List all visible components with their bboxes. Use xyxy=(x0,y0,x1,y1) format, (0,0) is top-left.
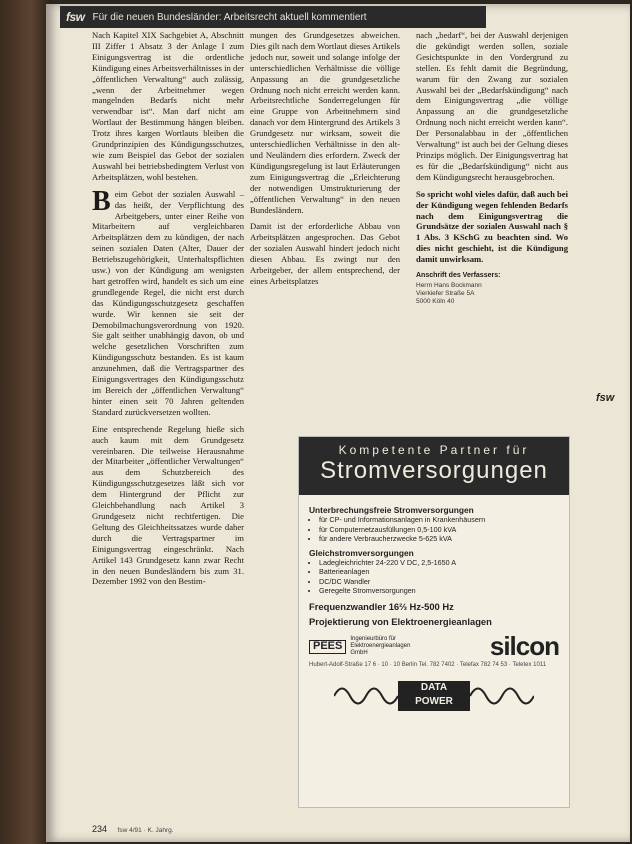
col1-paragraph-3: Eine entsprechende Regelung hieße sich auch kaum mit dem Grundgesetz vereinbaren. Die teilweise Herausnahme der Mitarbeiter „öffentlicher Verwaltungen“ aus dem Schutzbereich des Kündigungsschutzgesetzes läßt sich vor dem Hintergrund der Pflicht zur Gleichbehandlung nach Artikel 3 Grundgesetz nicht rechtfertigen. Die Geltung des Gleichheitssatzes wurde daher durch die Vertragspartner im Einigungsvertrag eingeschränkt. Nach Artikel 143 Grundgesetz kann zwar Recht in den neuen Bundesländern bis zum 31. Dezember 1992 von den Bestim- xyxy=(92,423,244,587)
author-address-line: Herrn Hans Bockmann xyxy=(416,281,482,289)
pees-subtitle-line: Ingenieurbüro für xyxy=(350,636,397,643)
author-address-line: Vierkiefer Straße 5A xyxy=(416,289,475,297)
page-footer xyxy=(92,824,174,834)
ad-banner-line-2: Stromversorgungen xyxy=(320,457,548,484)
ad-list-item: • für andere Verbraucherzwecke 5-625 kVA xyxy=(319,534,559,543)
header-title: Für die neuen Bundesländer: Arbeitsrecht aktuell kommentiert xyxy=(92,11,367,23)
ad-project: Projektierung von Elektroenergieanlagen xyxy=(309,616,492,628)
datapower-logo xyxy=(334,679,534,713)
page-header xyxy=(60,6,486,28)
datapower-line: POWER xyxy=(415,695,453,707)
pees-subtitle-line: GmbH xyxy=(350,650,368,657)
column-3 xyxy=(416,30,568,306)
column-1 xyxy=(92,30,244,593)
fsw-logo: fsw xyxy=(66,10,85,24)
ad-address: Hubert-Adolf-Straße 17 6 · 10 · 10 Berlin Tel. 782 7402 · Telefax 782 74 53 · Teletex 1011 xyxy=(309,662,547,669)
ad-list-dc xyxy=(309,558,559,596)
col3-paragraph-1: nach „bedarf“, bei der Auswahl derjenigen die gekündigt werden sollen, soziale Gesichtspunkte in den Vordergrund zu stellen. Es fehlt damit die Begründung, warum für den Zwang zur sozialen Auswahl bei der „Bedarfskündigung“ nach dem Einigungsvertrag „die völlige Anpassung an die grundgesetzliche Ordnung noch nicht erreicht werden kann“. Der Personalabbau in der „öffentlichen Verwaltung“ ist auch bei der Geltung dieses Prinzips möglich. Der Einigungsvertrag hat es für die „Bedarfskündigung“ nicht aus dem Kündigungsrecht herausgebrochen. xyxy=(416,30,568,182)
column-2 xyxy=(250,30,400,293)
ad-list-item: • Ladegleichrichter 24-220 V DC, 2,5-1650 A xyxy=(319,558,559,567)
pees-block xyxy=(309,636,410,657)
ad-heading-dc: Gleichstromversorgungen xyxy=(309,547,414,558)
page-number: 234 xyxy=(92,824,108,834)
author-address xyxy=(416,282,568,306)
pees-subtitle xyxy=(350,636,410,657)
ad-list-item: • DC/DC Wandler xyxy=(319,577,559,586)
datapower-line: DATA xyxy=(420,681,448,693)
ad-list-item: • Batterieanlagen xyxy=(319,567,559,576)
author-title: Anschrift des Verfassers: xyxy=(416,272,501,280)
book-spine xyxy=(0,0,52,844)
drop-cap: B xyxy=(92,185,111,217)
ad-banner xyxy=(299,437,569,495)
ad-list-item: • für Computernetzausfüllungen 0,5-100 kVA xyxy=(319,525,559,534)
author-address-line: 5000 Köln 40 xyxy=(416,297,455,305)
col1-paragraph-2-text: eim Gebot der sozialen Auswahl – das heißt, der Verpflichtung des Arbeitgebers, unter einer Reihe von Mitarbeitern auf vergleichbaren Arbeitsplätzen dem zu kündigen, der nach seinen sozialen Daten (Alter, Dauer der Betriebszugehörigkeit, Unterhaltspflichten usw.) von der Kündigung am wenigsten hart getroffen wird, handelt es sich um eine grundlegende Regel, die nicht erst durch das Kündigungsschutzgesetz geschaffen wurde. Wir kennen sie seit der Demobilmachungsverordnung von 1920. Sie galt seither unabhängig davon, ob und welche gesetzlichen Vorschriften zum Kündigungsschutz bestanden. Es ist kaum anzunehmen, daß die Vertragspartner des Einigungsvertrages den Kündigungsschutz im Bereich der „öffentlichen Verwaltung“ hinter einen seit 70 Jahren geltenden Standard zurückversetzen wollten. xyxy=(92,188,244,417)
col1-paragraph-1: Nach Kapitel XIX Sachgebiet A, Abschnitt III Ziffer 1 Absatz 3 der Anlage I zum Einigungsvertrag ist die ordentliche Kündigung eines Arbeitsverhältnisses in der „öffentlichen Verwaltung“ auch zulässig, „wenn der Arbeitnehmer wegen mangelnden Bedarfs nicht mehr verwendbar ist“. Man darf nicht am Wortlaut der Bestimmung hängen bleiben. Trotz ihres kargen Wortlauts bleiben die Grundprinzipien des Kündigungsschutzes, wie zum Beispiel das Gebot der sozialen Auswahl bei betriebsbedingtem Verlust von Arbeitsplätzen, wohl bestehen. xyxy=(92,30,244,182)
ad-frequency: Frequenzwandler 16⅔ Hz-500 Hz xyxy=(309,600,454,612)
silcon-logo: silcon xyxy=(489,631,559,662)
ad-list-item: • Geregelte Stromversorgungen xyxy=(319,586,559,595)
ad-banner-line-1: Kompetente Partner für xyxy=(338,443,530,457)
footer-source: fsw 4/91 · K. Jahrg. xyxy=(117,827,174,834)
pees-subtitle-line: Elektroenergieanlagen xyxy=(350,643,411,650)
advertisement xyxy=(298,436,570,808)
datapower-text xyxy=(398,681,470,711)
ad-heading-ups: Unterbrechungsfreie Stromversorgungen xyxy=(309,505,474,515)
col2-paragraph-2: Damit ist der erforderliche Abbau von Arbeitsplätzen angesprochen. Das Gebot der sozialen Auswahl hindert jedoch nicht diesen Abbau. Es zwingt nur den Arbeitgeber, der allem entsprechend, der eines Arbeitsplatzes xyxy=(250,221,400,286)
col2-paragraph-1: mungen des Grundgesetzes abweichen. Dies gilt nach dem Wortlaut dieses Artikels jedoch nur, soweit und solange infolge der unterschiedlichen Verhältnisse die völlige Anpassung an die grundgesetzliche Ordnung noch nicht erreicht werden kann. Arbeitsrechtliche Sonderregelungen für eine Gruppe von Arbeitnehmern sind danach vor dem Hintergrund des Artikels 3 Grundgesetz nur wirksam, soweit die unterschiedlichen Verhältnisse in den alt- und Neuländern dies erfordern. Zweck der Kündigungsregelung ist laut Erläuterungen zum Einigungsvertrag die „Erleichterung der notwendigen Umstrukturierung der „öffentlichen Verwaltung“ in den neuen Bundesländern. xyxy=(250,30,400,215)
ad-list-item: • für CP- und Informationsanlagen in Krankenhäusern xyxy=(319,515,559,524)
ad-list-ups xyxy=(309,515,559,543)
ad-logos xyxy=(309,631,559,662)
col3-paragraph-2: So spricht wohl vieles dafür, daß auch bei der Kündigung wegen fehlenden Bedarfs nach dem Einigungsvertrag die Grundsätze der sozialen Auswahl nach § 1 Abs. 3 KSchG zu beachten sind. Wo dies nicht geschieht, ist die Kündigung damit unwirksam. xyxy=(416,188,569,265)
ad-body xyxy=(299,495,569,719)
pees-logo: PEES xyxy=(309,640,346,653)
col1-paragraph-2 xyxy=(92,185,244,418)
fsw-end-logo: fsw xyxy=(596,392,615,404)
